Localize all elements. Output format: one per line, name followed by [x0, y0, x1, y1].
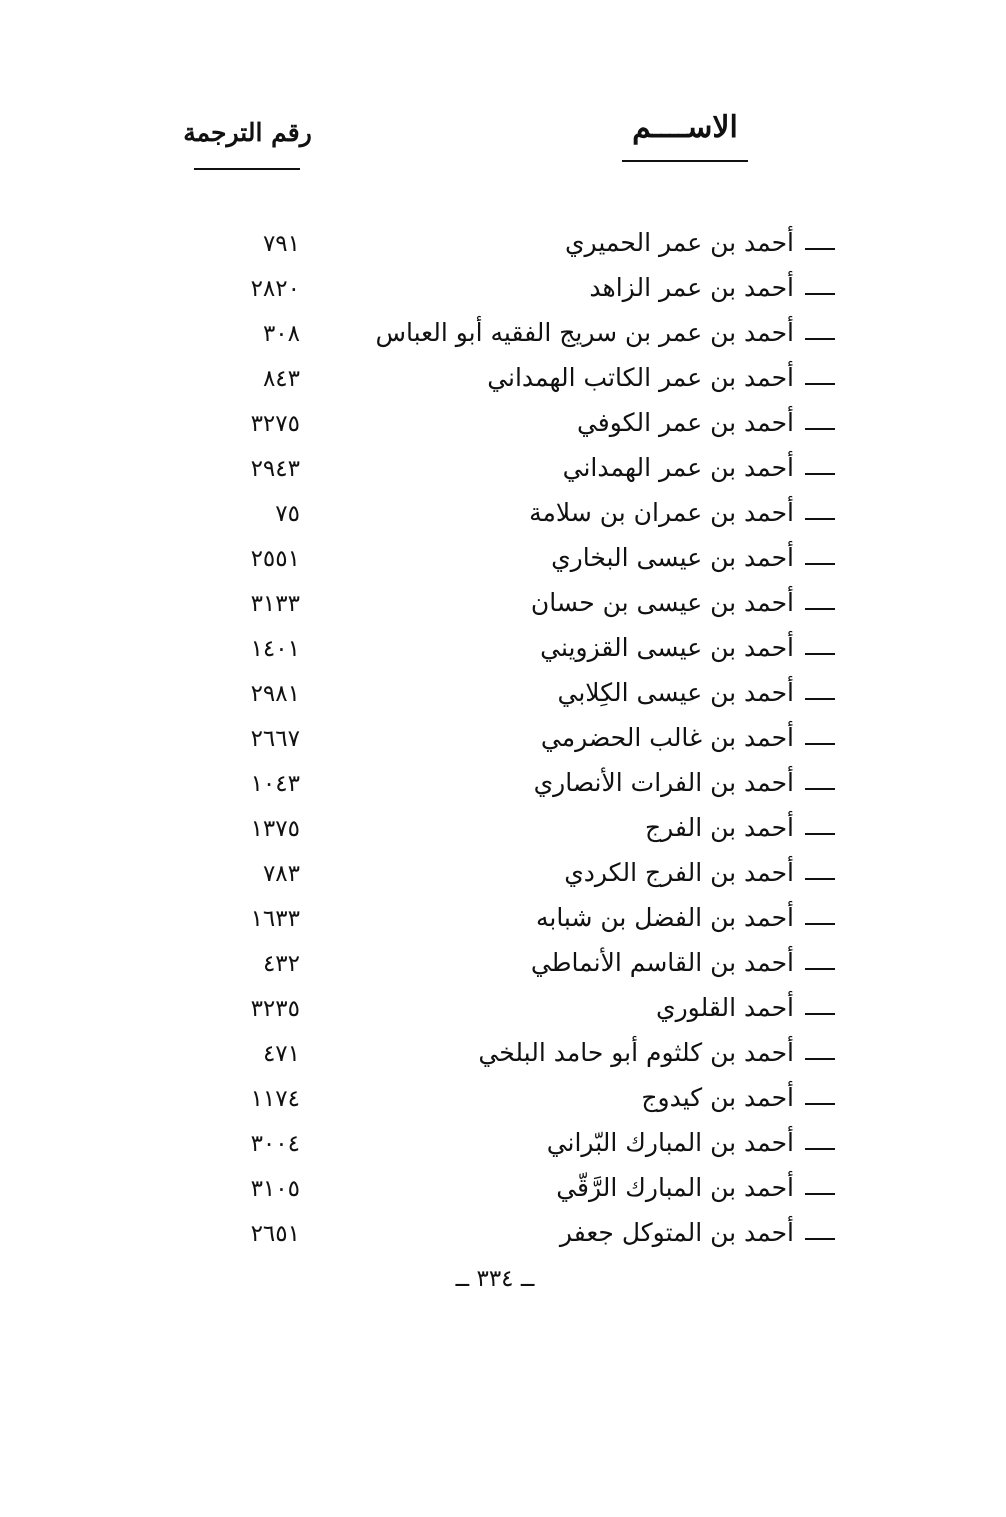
entry-dash — [805, 833, 835, 835]
list-item — [0, 1077, 1006, 1122]
entry-name: أحمد بن عمر الكاتب الهمداني — [487, 363, 794, 392]
entry-dash — [805, 923, 835, 925]
entry-number: ٢٨٢٠ — [250, 276, 300, 302]
list-item — [0, 942, 1006, 987]
entry-number: ٣٢٧٥ — [250, 411, 300, 437]
list-item — [0, 537, 1006, 582]
entry-name: أحمد بن عيسى الكِلابي — [557, 678, 794, 707]
list-item — [0, 312, 1006, 357]
entry-dash — [805, 1103, 835, 1105]
entry-name: أحمد بن الفرات الأنصاري — [533, 768, 794, 797]
list-item — [0, 627, 1006, 672]
number-column-heading: رقم الترجمة — [183, 118, 312, 147]
entry-name: أحمد بن المبارك الرَّقّي — [556, 1173, 794, 1202]
entry-name: أحمد بن الفرج الكردي — [564, 858, 794, 887]
entry-name: أحمد بن عمران بن سلامة — [529, 498, 794, 527]
entry-name: أحمد بن عيسى بن حسان — [530, 588, 794, 617]
entry-number: ٨٤٣ — [262, 366, 300, 392]
list-item — [0, 807, 1006, 852]
number-heading-underline — [194, 168, 300, 170]
entry-dash — [805, 293, 835, 295]
entry-number: ٣١٠٥ — [250, 1176, 300, 1202]
entry-number: ٣٢٣٥ — [250, 996, 300, 1022]
list-item — [0, 762, 1006, 807]
name-column-heading: الاســــم — [632, 110, 738, 145]
list-item — [0, 1212, 1006, 1257]
entry-dash — [805, 428, 835, 430]
list-item — [0, 852, 1006, 897]
entry-number: ٢٩٤٣ — [250, 456, 300, 482]
entry-number: ١٦٣٣ — [250, 906, 300, 932]
entry-name: أحمد بن غالب الحضرمي — [540, 723, 794, 752]
entry-name: أحمد بن كيدوج — [641, 1083, 794, 1112]
entry-dash — [805, 878, 835, 880]
entry-number: ٣٠٠٤ — [250, 1131, 300, 1157]
page-number: ــ ٣٣٤ ــ — [455, 1266, 535, 1292]
list-item — [0, 1032, 1006, 1077]
entry-number: ٧٥ — [275, 501, 300, 527]
list-item — [0, 267, 1006, 312]
list-item — [0, 717, 1006, 762]
entry-dash — [805, 1148, 835, 1150]
list-item — [0, 672, 1006, 717]
list-item — [0, 357, 1006, 402]
list-item — [0, 402, 1006, 447]
list-item — [0, 1167, 1006, 1212]
list-item — [0, 987, 1006, 1032]
entry-dash — [805, 338, 835, 340]
entry-name: أحمد بن عمر الهمداني — [562, 453, 794, 482]
entry-name: أحمد بن عمر بن سريج الفقيه أبو العباس — [375, 318, 794, 347]
entry-name: أحمد بن عمر الزاهد — [589, 273, 794, 302]
entry-dash — [805, 473, 835, 475]
entry-name: أحمد بن القاسم الأنماطي — [530, 948, 794, 977]
entry-number: ٧٩١ — [262, 231, 300, 257]
list-item — [0, 897, 1006, 942]
entry-dash — [805, 383, 835, 385]
entry-dash — [805, 1013, 835, 1015]
entry-dash — [805, 1058, 835, 1060]
entry-number: ١١٧٤ — [250, 1086, 300, 1112]
entry-number: ٢٦٥١ — [250, 1221, 300, 1247]
entry-name: أحمد بن عمر الحميري — [564, 228, 794, 257]
entry-number: ٢٩٨١ — [250, 681, 300, 707]
entry-dash — [805, 698, 835, 700]
entry-dash — [805, 1238, 835, 1240]
entry-dash — [805, 563, 835, 565]
entry-number: ٧٨٣ — [262, 861, 300, 887]
entry-number: ٢٥٥١ — [250, 546, 300, 572]
entry-name: أحمد بن عيسى البخاري — [551, 543, 794, 572]
list-item — [0, 492, 1006, 537]
entry-dash — [805, 743, 835, 745]
entry-number: ٢٦٦٧ — [250, 726, 300, 752]
entry-name: أحمد بن المتوكل جعفر — [559, 1218, 794, 1247]
entry-name: أحمد القلوري — [656, 993, 794, 1022]
entry-dash — [805, 788, 835, 790]
entry-dash — [805, 248, 835, 250]
entry-name: أحمد بن الفرج — [645, 813, 794, 842]
list-item — [0, 447, 1006, 492]
entry-number: ١٣٧٥ — [250, 816, 300, 842]
entry-dash — [805, 518, 835, 520]
list-item — [0, 1122, 1006, 1167]
entry-name: أحمد بن كلثوم أبو حامد البلخي — [478, 1038, 794, 1067]
entry-dash — [805, 608, 835, 610]
entry-number: ٤٧١ — [262, 1041, 300, 1067]
entry-name: أحمد بن عمر الكوفي — [576, 408, 794, 437]
entry-dash — [805, 968, 835, 970]
entry-name: أحمد بن عيسى القزويني — [540, 633, 794, 662]
entry-number: ١٤٠١ — [250, 636, 300, 662]
list-item — [0, 222, 1006, 267]
entry-number: ١٠٤٣ — [250, 771, 300, 797]
entry-name: أحمد بن المبارك البّراني — [546, 1128, 794, 1157]
entry-number: ٣١٣٣ — [250, 591, 300, 617]
entry-number: ٤٣٢ — [262, 951, 300, 977]
entry-name: أحمد بن الفضل بن شبابه — [535, 903, 794, 932]
entry-dash — [805, 1193, 835, 1195]
entry-number: ٣٠٨ — [262, 321, 300, 347]
entries-list — [0, 222, 1006, 1257]
list-item — [0, 582, 1006, 627]
name-heading-underline — [622, 160, 748, 162]
entry-dash — [805, 653, 835, 655]
